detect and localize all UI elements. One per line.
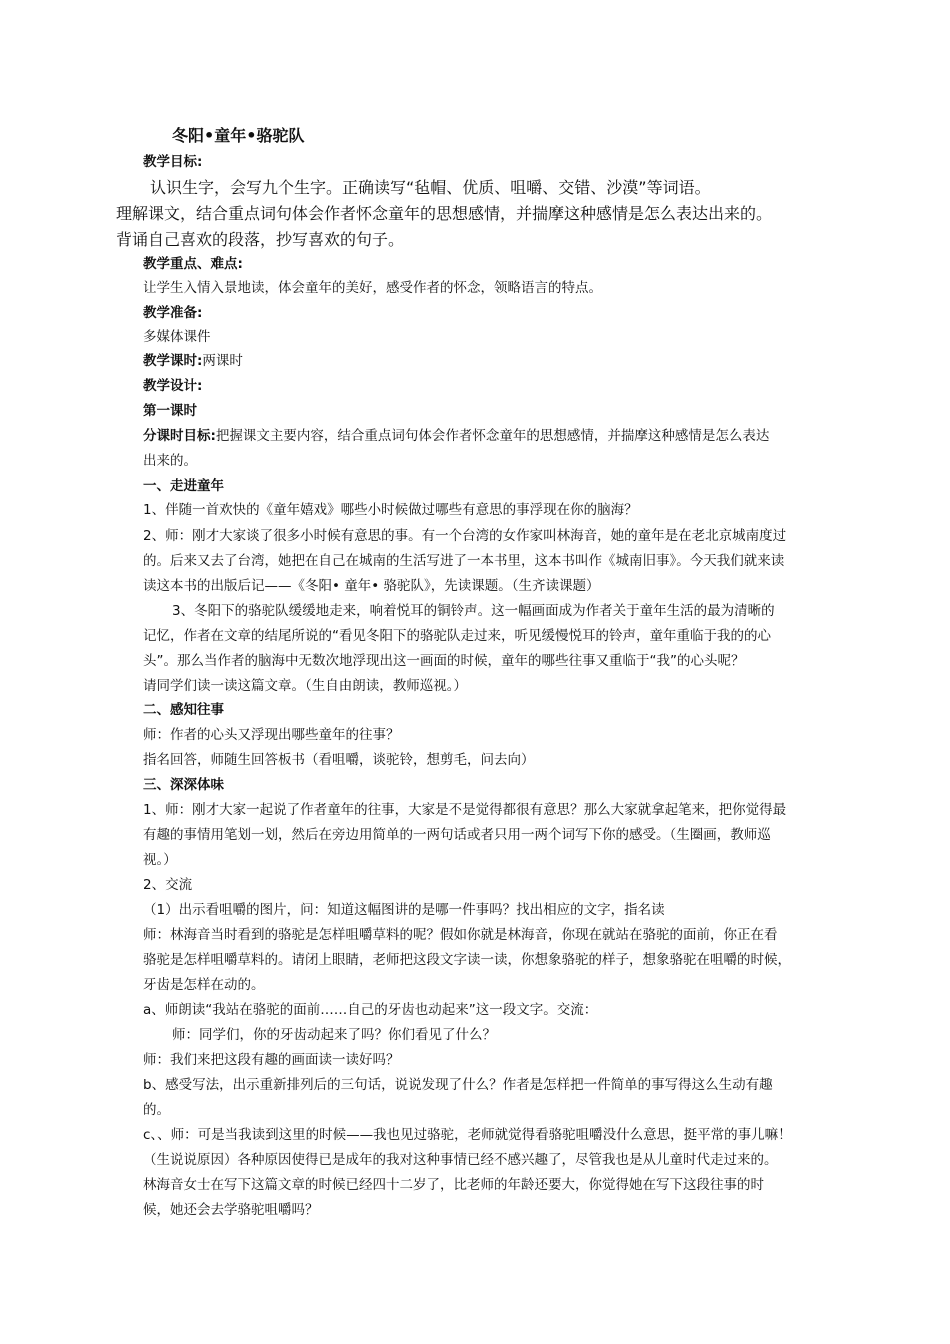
goal-line: 认识生字，会写九个生字。正确读写“毡帽、优质、咀嚼、交错、沙漠”等词语。 bbox=[150, 178, 711, 197]
paragraph-line: 骆驼是怎样咀嚼草料的。请闭上眼睛，老师把这段文字读一读，你想象骆驼的样子，想象骆驼在咀嚼的时候， bbox=[143, 952, 791, 968]
paragraph-line: 牙齿是怎样在动的。 bbox=[143, 977, 265, 993]
hours-text: 两课时 bbox=[202, 353, 243, 369]
document-title: 冬阳•童年•骆驼队 bbox=[172, 126, 305, 145]
paragraph-line: b、感受写法，出示重新排列后的三句话，说说发现了什么？作者是怎样把一件简单的事写得这么生动有趣 bbox=[143, 1077, 773, 1093]
paragraph-line: 1、伴随一首欢快的《童年嬉戏》哪些小时候做过哪些有意思的事浮现在你的脑海？ bbox=[143, 502, 638, 518]
sub-goal-line: 出来的。 bbox=[143, 453, 197, 469]
paragraph-line: 读这本书的出版后记——《冬阳• 童年• 骆驼队》，先读课题。（生齐读课题） bbox=[143, 578, 600, 594]
paragraph-line: 的。 bbox=[143, 1102, 170, 1118]
hours-row bbox=[143, 351, 243, 371]
sub-goal-row bbox=[143, 426, 769, 446]
paragraph-line: 1、师：刚才大家一起说了作者童年的往事，大家是不是觉得都很有意思？那么大家就拿起笔来，把你觉得最 bbox=[143, 802, 787, 818]
paragraph-line: 的。后来又去了台湾，她把在自己在城南的生活写进了一本书里，这本书叫作《城南旧事》。今天我们就来读 bbox=[143, 553, 785, 569]
design-heading: 教学设计: bbox=[143, 378, 203, 394]
paragraph-line: （1）出示看咀嚼的图片，问：知道这幅图讲的是哪一件事吗？找出相应的文字，指名读 bbox=[143, 902, 665, 918]
paragraph-line: 师：林海音当时看到的骆驼是怎样咀嚼草料的呢？假如你就是林海音，你现在就站在骆驼的面前，你正在看 bbox=[143, 927, 778, 943]
paragraph-line: c、、师：可是当我读到这里的时候——我也见过骆驼，老师就觉得看骆驼咀嚼没什么意思，挺平常的事儿嘛！ bbox=[143, 1127, 792, 1143]
paragraph-line: 3、冬阳下的骆驼队缓缓地走来，响着悦耳的铜铃声。这一幅画面成为作者关于童年生活的最为清晰的 bbox=[172, 603, 775, 619]
paragraph-line: （生说说原因）各种原因使得已是成年的我对这种事情已经不感兴趣了，尽管我也是从儿童时代走过来的。 bbox=[143, 1152, 778, 1168]
section-three-heading: 三、深深体味 bbox=[143, 777, 224, 793]
paragraph-line: 师：作者的心头又浮现出哪些童年的往事？ bbox=[143, 727, 400, 743]
paragraph-line: 林海音女士在写下这篇文章的时候已经四十二岁了，比老师的年龄还要大，你觉得她在写下这段往事的时 bbox=[143, 1177, 764, 1193]
prep-heading: 教学准备: bbox=[143, 305, 203, 321]
paragraph-line: 师：同学们，你的牙齿动起来了吗？你们看见了什么？ bbox=[172, 1027, 496, 1043]
paragraph-line: 头”。那么当作者的脑海中无数次地浮现出这一画面的时候，童年的哪些往事又重临于“我”的心头呢？ bbox=[143, 653, 745, 669]
paragraph-line: 候，她还会去学骆驼咀嚼吗？ bbox=[143, 1202, 319, 1218]
paragraph-line: 指名回答，师随生回答板书（看咀嚼，谈驼铃，想剪毛，问去向） bbox=[143, 752, 535, 768]
hours-heading: 教学课时: bbox=[143, 353, 203, 369]
goals-heading: 教学目标: bbox=[143, 154, 203, 170]
paragraph-line: 请同学们读一读这篇文章。（生自由朗读，教师巡视。） bbox=[143, 678, 467, 694]
paragraph-line: 2、交流 bbox=[143, 877, 193, 893]
paragraph-line: 记忆，作者在文章的结尾所说的“看见冬阳下的骆驼队走过来，听见缓慢悦耳的铃声，童年重临于我的的心 bbox=[143, 628, 771, 644]
goal-line: 理解课文，结合重点词句体会作者怀念童年的思想感情，并揣摩这种感情是怎么表达出来的。 bbox=[116, 204, 773, 223]
paragraph-line: a、师朗读“我站在骆驼的面前……自己的牙齿也动起来”这一段文字。交流： bbox=[143, 1002, 598, 1018]
lesson-one-heading: 第一课时 bbox=[143, 403, 197, 419]
sub-goal-text: 把握课文主要内容，结合重点词句体会作者怀念童年的思想感情，并揣摩这种感情是怎么表达 bbox=[215, 428, 770, 444]
sub-goal-heading: 分课时目标: bbox=[143, 428, 216, 444]
goal-line: 背诵自己喜欢的段落，抄写喜欢的句子。 bbox=[116, 230, 405, 249]
section-two-heading: 二、感知往事 bbox=[143, 702, 224, 718]
paragraph-line: 有趣的事情用笔划一划，然后在旁边用简单的一两句话或者只用一两个词写下你的感受。（生圈画，教师巡 bbox=[143, 827, 771, 843]
paragraph-line: 师：我们来把这段有趣的画面读一读好吗？ bbox=[143, 1052, 400, 1068]
section-one-heading: 一、走进童年 bbox=[143, 478, 224, 494]
keypoints-text: 让学生入情入景地读，体会童年的美好，感受作者的怀念，领略语言的特点。 bbox=[143, 280, 602, 296]
paragraph-line: 视。） bbox=[143, 852, 177, 868]
prep-text: 多媒体课件 bbox=[143, 329, 211, 345]
keypoints-heading: 教学重点、难点: bbox=[143, 256, 243, 272]
paragraph-line: 2、师：刚才大家谈了很多小时候有意思的事。有一个台湾的女作家叫林海音，她的童年是在老北京城南度过 bbox=[143, 528, 787, 544]
